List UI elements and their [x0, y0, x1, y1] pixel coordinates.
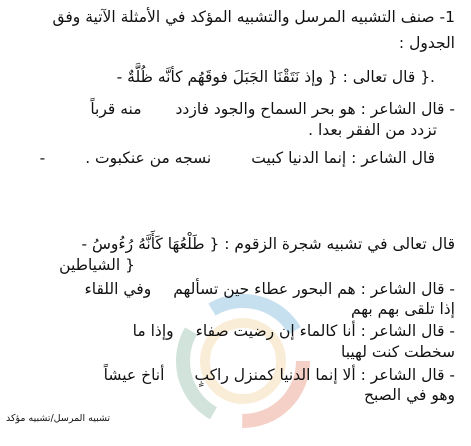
- example-5-line1: [84, 280, 455, 298]
- example-6-verse-part2: وإذا ما: [132, 322, 174, 340]
- example-3-line: [40, 149, 435, 167]
- example-6-line1: [133, 322, 455, 340]
- exercise-heading-line1: 1- صنف التشبيه المرسل والتشبيه المؤكد في الأمثلة الآتية وفق: [52, 8, 455, 26]
- example-7-line1: [104, 366, 455, 384]
- example-7-line2: وهو في الصبح: [363, 386, 455, 404]
- exercise-heading-line2: الجدول :: [398, 34, 455, 52]
- example-4-line2: { الشياطين: [59, 256, 135, 274]
- example-3-verse-part1: قال الشاعر : إنما الدنيا كبيت: [251, 149, 435, 167]
- example-6-line2: سخطت كنت لهيبا: [340, 343, 455, 361]
- footnote: تشبيه المرسل/تشبيه مؤكد: [6, 413, 111, 424]
- example-5-verse-part2: وفي اللقاء: [84, 280, 152, 298]
- example-4-line1: قال تعالى في تشبيه شجرة الزقوم : { طَلْعُهَا كَأَنَّهُ رُءُوسُ -: [81, 235, 455, 253]
- example-1: .{ قال تعالى : { وإذ نَتَقْنَا الجَبَلَ فوقَهُم كأنَّه ظُلَّةٌ -: [116, 68, 435, 86]
- example-3-dash: -: [39, 149, 46, 167]
- circular-logo-watermark-icon: [168, 286, 318, 436]
- example-2-line2: تزدد من الفقر بعدا .: [308, 121, 437, 139]
- example-5-line2: إذا تلقى بهم بهم: [350, 300, 455, 318]
- example-2-line1: [90, 100, 455, 118]
- example-6-verse-part1: - قال الشاعر : أنا كالماء إن رضيت صفاء: [195, 322, 455, 340]
- example-2-verse-part2: منه قرباً: [90, 100, 142, 118]
- example-3-verse-part2: نسجه من عنكبوت .: [85, 149, 212, 167]
- example-2-verse-part1: - قال الشاعر : هو بحر السماح والجود فازدد: [175, 100, 455, 118]
- example-5-verse-part1: - قال الشاعر : هم البحور عطاء حين تسألهم: [173, 280, 455, 298]
- example-7-verse-part2: أناخ عيشاً: [103, 366, 165, 384]
- example-7-verse-part1: - قال الشاعر : ألا إنما الدنيا كمنزل راكبٍ: [194, 366, 455, 384]
